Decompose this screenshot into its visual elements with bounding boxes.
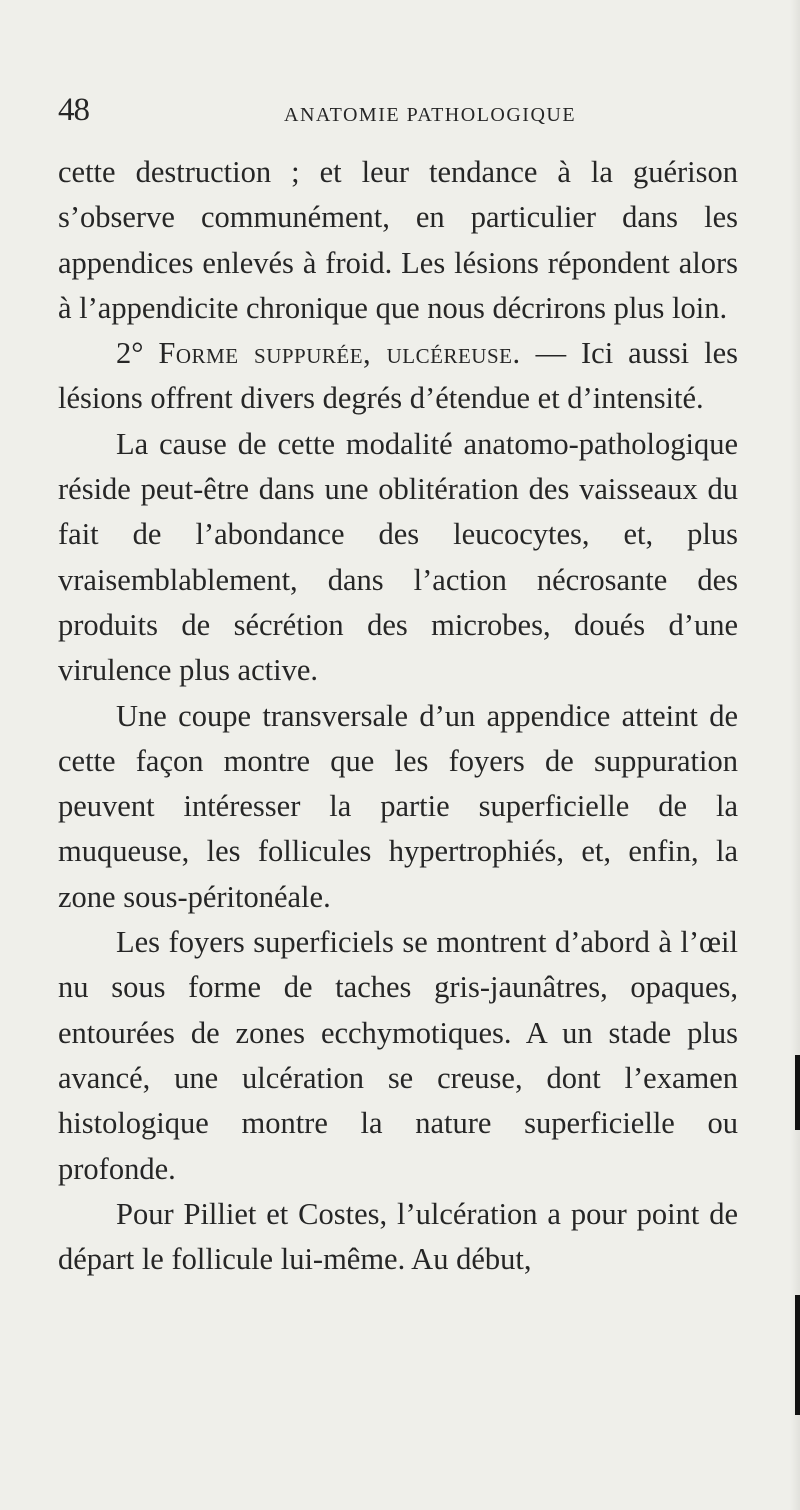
paragraph-4: Une coupe transversale d’un appendice atteint de cette façon montre que les foyers de suppuration peuvent intéresser la partie superficielle de la muqueuse, les follicules hypertrophiés, et, enfin, la zone sous-péritonéale. bbox=[58, 698, 738, 914]
section-heading: Forme suppurée, ulcéreuse. bbox=[158, 336, 521, 371]
paragraph-5: Les foyers superficiels se montrent d’abord à l’œil nu sous forme de taches gris-jaunâtres, opaques, entourées de zones ecchymotiques. A un stade plus avancé, une ulcération se creuse, dont l’examen histologique montre la nature superficielle ou profonde. bbox=[58, 925, 738, 1186]
paragraph-6: Pour Pilliet et Costes, l’ulcération a pour point de départ le follicule lui-même. Au début, bbox=[58, 1196, 738, 1277]
body-text bbox=[58, 150, 738, 1282]
page-edge-shadow bbox=[790, 0, 800, 1510]
page-edge-mark bbox=[795, 1055, 800, 1130]
running-head: ANATOMIE PATHOLOGIQUE bbox=[284, 104, 577, 126]
page-edge-mark bbox=[795, 1295, 800, 1415]
section-number: 2° bbox=[116, 336, 144, 371]
paragraph-1: cette destruction ; et leur tendance à la guérison s’observe communément, en particulier dans les appendices enlevés à froid. Les lésions répondent alors à l’appendicite chronique que nous décrirons plus loin. bbox=[58, 155, 738, 325]
section-intro-text: — Ici aussi les lésions offrent divers degrés d’étendue et d’intensité. bbox=[58, 336, 738, 416]
page-header bbox=[58, 92, 738, 132]
paragraph-3: La cause de cette modalité anatomo-pathologique réside peut-être dans une oblitération des vaisseaux du fait de l’abondance des leucocytes, et, plus vraisemblablement, dans l’action nécrosante des produits de sécrétion des microbes, doués d’une virulence plus active. bbox=[58, 426, 738, 688]
paragraph-2 bbox=[58, 331, 738, 422]
page-number: 48 bbox=[58, 92, 89, 128]
